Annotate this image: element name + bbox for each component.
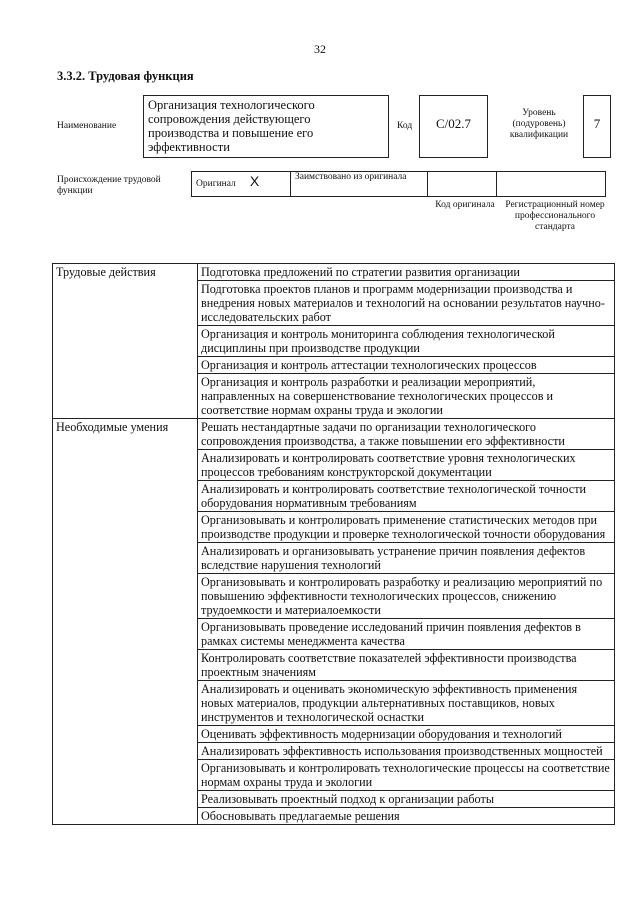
category-cell: Необходимые умения [53, 419, 198, 825]
borrowed-label: Заимствовано из оригинала [295, 172, 407, 182]
code-original-cell [428, 172, 497, 197]
category-cell: Трудовые действия [53, 264, 198, 419]
item-cell: Организация и контроль мониторинга соблюдения технологической дисциплины при производстве продукции [198, 326, 615, 357]
item-cell: Организация и контроль разработки и реализации мероприятий, направленных на совершенствование технологических процессов и соответствие нормам охраны труда и экологии [198, 374, 615, 419]
table-row [53, 419, 615, 450]
item-cell: Организовывать и контролировать технологические процессы на соответствие нормам охраны труда и экологии [198, 760, 615, 791]
original-cell [192, 172, 291, 197]
item-cell: Реализовывать проектный подход к организации работы [198, 791, 615, 808]
code-label: Код [397, 121, 413, 131]
item-cell: Подготовка предложений по стратегии развития организации [198, 264, 615, 281]
name-label: Наименование [57, 121, 117, 131]
section-title: 3.3.2. Трудовая функция [57, 69, 194, 83]
item-cell: Анализировать эффективность использования производственных мощностей [198, 743, 615, 760]
item-cell: Оценивать эффективность модернизации оборудования и технологий [198, 726, 615, 743]
item-cell: Организовывать и контролировать применение статистических методов при производстве продукции и проверке технологической точности оборудования [198, 512, 615, 543]
item-cell: Анализировать и оценивать экономическую эффективность применения новых материалов, продукции альтернативных поставщиков, новых инструментов и технологической оснастки [198, 681, 615, 726]
level-box [583, 95, 611, 158]
original-mark: X [249, 173, 260, 189]
original-label: Оригинал [196, 179, 236, 189]
item-cell: Анализировать и контролировать соответствие уровня технологических процессов требованиям конструкторской документации [198, 450, 615, 481]
origin-table [191, 171, 606, 197]
item-cell: Анализировать и организовывать устранение причин появления дефектов вследствие нарушения технологий [198, 543, 615, 574]
level-label: Уровень (подуровень) квалификации [509, 108, 569, 140]
item-cell: Организация и контроль аттестации технологических процессов [198, 357, 615, 374]
code-box [419, 95, 488, 158]
code-original-caption: Код оригинала [435, 200, 495, 210]
reg-number-cell [497, 172, 606, 197]
code-value: C/02.7 [435, 116, 472, 131]
level-value: 7 [593, 116, 601, 131]
item-cell: Организовывать и контролировать разработку и реализацию мероприятий по повышению эффективности технологических процессов, снижению трудоемкости и материалоемкости [198, 574, 615, 619]
function-table [52, 263, 615, 825]
item-cell: Анализировать и контролировать соответствие технологической точности оборудования нормативным требованиям [198, 481, 615, 512]
page-number: 32 [314, 42, 326, 56]
item-cell: Решать нестандартные задачи по организации технологического сопровождения производства, а также повышении его эффективности [198, 419, 615, 450]
item-cell: Подготовка проектов планов и программ модернизации производства и внедрения новых материалов и технологий на основании результатов научно-исследовательских работ [198, 281, 615, 326]
borrowed-cell [291, 172, 428, 197]
item-cell: Обосновывать предлагаемые решения [198, 808, 615, 825]
function-name: Организация технологического сопровождения действующего производства и повышение его эффективности [148, 98, 315, 154]
function-name-box [143, 95, 389, 158]
origin-label: Происхождение трудовой функции [57, 175, 161, 196]
reg-number-caption: Регистрационный номер профессионального стандарта [505, 200, 605, 232]
item-cell: Контролировать соответствие показателей эффективности производства проектным значениям [198, 650, 615, 681]
item-cell: Организовывать проведение исследований причин появления дефектов в рамках системы менеджмента качества [198, 619, 615, 650]
table-row [53, 264, 615, 281]
